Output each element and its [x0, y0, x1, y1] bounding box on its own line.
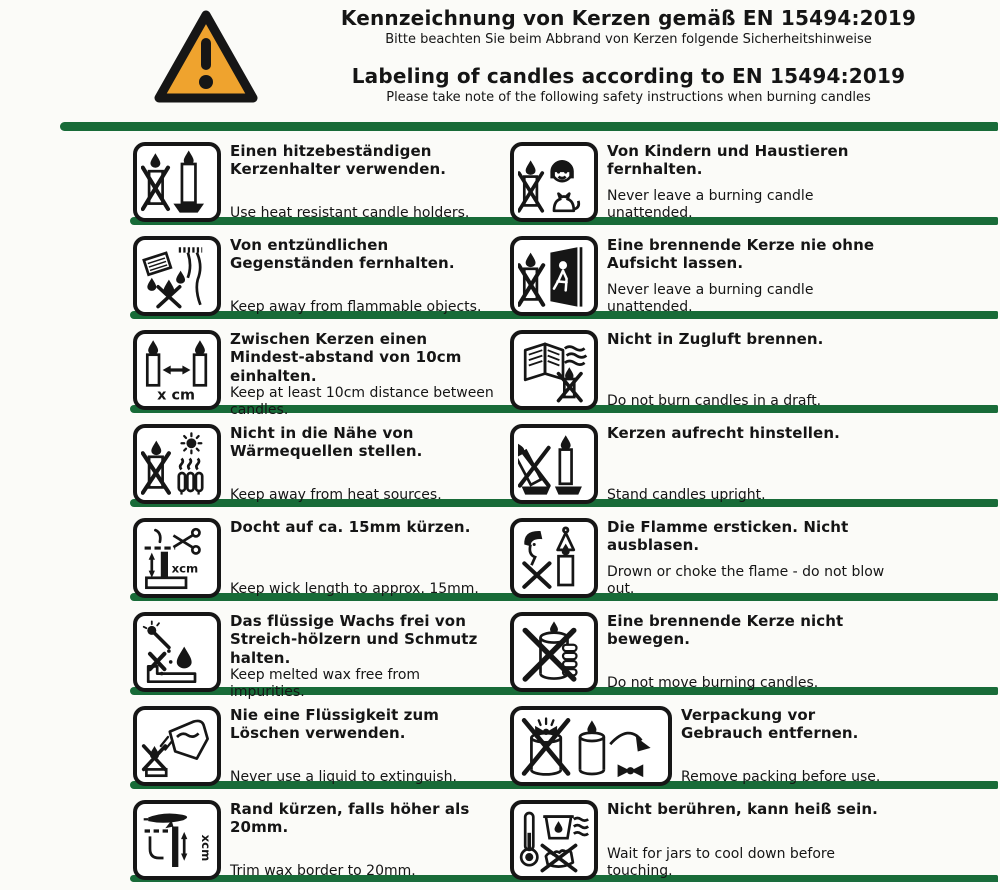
choke-flame-icon: [510, 518, 598, 598]
instruction-cell: [510, 518, 896, 598]
instruction-cell: [510, 706, 896, 786]
hot-jar-icon: [510, 800, 598, 880]
instruction-row: [0, 601, 1000, 700]
instruction-de: Rand kürzen, falls höher als 20mm.: [230, 800, 470, 837]
instruction-de: Nicht in Zugluft brennen.: [607, 330, 824, 348]
instruction-cell: [510, 142, 896, 222]
instruction-cell: [133, 330, 495, 418]
trim-wick-icon: [133, 518, 221, 598]
instruction-de: Eine brennende Kerze nicht bewegen.: [607, 612, 844, 649]
divider-line: [60, 122, 998, 131]
instruction-de: Das flüssige Wachs frei von Streich-hölzern und Schmutz halten.: [230, 612, 478, 667]
children-pets-icon: [510, 142, 598, 222]
instruction-de: Docht auf ca. 15mm kürzen.: [230, 518, 471, 536]
subtitle-de: Bitte beachten Sie beim Abbrand von Kerzen folgende Sicherheitshinweise: [385, 32, 872, 47]
instruction-row: [0, 789, 1000, 880]
instruction-de: Von entzündlichen Gegenständen fernhalten.: [230, 236, 455, 273]
wax-impurities-icon: [133, 612, 221, 692]
heat-sources-icon: [133, 424, 221, 504]
instruction-cell: [133, 236, 495, 316]
crossed-candle-holder-icon: [133, 142, 221, 222]
instruction-en: Do not move burning candles.: [607, 675, 819, 692]
instruction-cell: [133, 142, 495, 222]
instruction-en: Keep away from heat sources.: [230, 487, 442, 504]
instruction-cell: [510, 330, 896, 410]
subtitle-en: Please take note of the following safety instructions when burning candles: [386, 90, 871, 105]
instruction-en: Stand candles upright.: [607, 487, 766, 504]
instruction-row: [0, 131, 1000, 222]
instruction-en: Keep wick length to approx. 15mm.: [230, 581, 479, 598]
instruction-de: Kerzen aufrecht hinstellen.: [607, 424, 840, 442]
instruction-row: [0, 507, 1000, 598]
trim-border-icon: [133, 800, 221, 880]
instruction-en: Keep away from flammable objects.: [230, 299, 482, 316]
instruction-en: Keep melted wax free from impurities.: [230, 666, 421, 700]
warning-triangle-icon: [150, 6, 262, 108]
instruction-cell: [133, 612, 495, 700]
instruction-en: Never leave a burning candle unattended.: [607, 282, 814, 316]
draft-icon: [510, 330, 598, 410]
instruction-de: Von Kindern und Haustieren fernhalten.: [607, 142, 849, 179]
upright-candle-icon: [510, 424, 598, 504]
instructions-grid: [0, 122, 1000, 882]
instruction-en: Use heat resistant candle holders.: [230, 205, 470, 222]
no-liquid-icon: [133, 706, 221, 786]
instruction-de: Nicht in die Nähe von Wärmequellen stellen.: [230, 424, 423, 461]
instruction-row: [0, 319, 1000, 418]
instruction-cell: [133, 800, 495, 880]
instruction-cell: [510, 800, 896, 880]
instruction-row: [0, 695, 1000, 786]
flammable-objects-icon: [133, 236, 221, 316]
instruction-cell: [133, 706, 495, 786]
instruction-en: Wait for jars to cool down before touching.: [607, 846, 835, 880]
instruction-de: Zwischen Kerzen einen Mindest-abstand von 10cm einhalten.: [230, 330, 462, 385]
icon-label: xcm: [199, 834, 213, 862]
candle-distance-icon: [133, 330, 221, 410]
instruction-de: Nie eine Flüssigkeit zum Löschen verwenden.: [230, 706, 440, 743]
instruction-en: Keep at least 10cm distance between candles.: [230, 384, 494, 418]
instruction-en: Do not burn candles in a draft.: [607, 393, 822, 410]
instruction-en: Trim wax border to 20mm.: [230, 863, 416, 880]
instruction-en: Remove packing before use.: [681, 769, 881, 786]
icon-label: xcm: [171, 561, 199, 576]
instruction-en: Never leave a burning candle unattended.: [607, 188, 814, 222]
unattended-candle-icon: [510, 236, 598, 316]
instruction-de: Einen hitzebeständigen Kerzenhalter verwenden.: [230, 142, 447, 179]
remove-packing-icon: [510, 706, 672, 786]
instruction-en: Never use a liquid to extinguish.: [230, 769, 457, 786]
header: [265, 6, 992, 105]
instruction-cell: [510, 612, 896, 692]
instruction-cell: [133, 518, 495, 598]
icon-label: x cm: [157, 387, 196, 403]
instruction-cell: [510, 424, 896, 504]
instruction-row: [0, 413, 1000, 504]
instruction-row: [0, 225, 1000, 316]
instruction-de: Eine brennende Kerze nie ohne Aufsicht lassen.: [607, 236, 875, 273]
title-de: Kennzeichnung von Kerzen gemäß EN 15494:2019: [340, 6, 917, 30]
title-en: Labeling of candles according to EN 15494:2019: [351, 64, 906, 88]
instruction-en: Drown or choke the flame - do not blow out.: [607, 564, 885, 598]
instruction-cell: [133, 424, 495, 504]
move-candle-icon: [510, 612, 598, 692]
instruction-de: Die Flamme ersticken. Nicht ausblasen.: [607, 518, 849, 555]
instruction-de: Verpackung vor Gebrauch entfernen.: [681, 706, 859, 743]
instruction-cell: [510, 236, 896, 316]
instruction-de: Nicht berühren, kann heiß sein.: [607, 800, 878, 818]
